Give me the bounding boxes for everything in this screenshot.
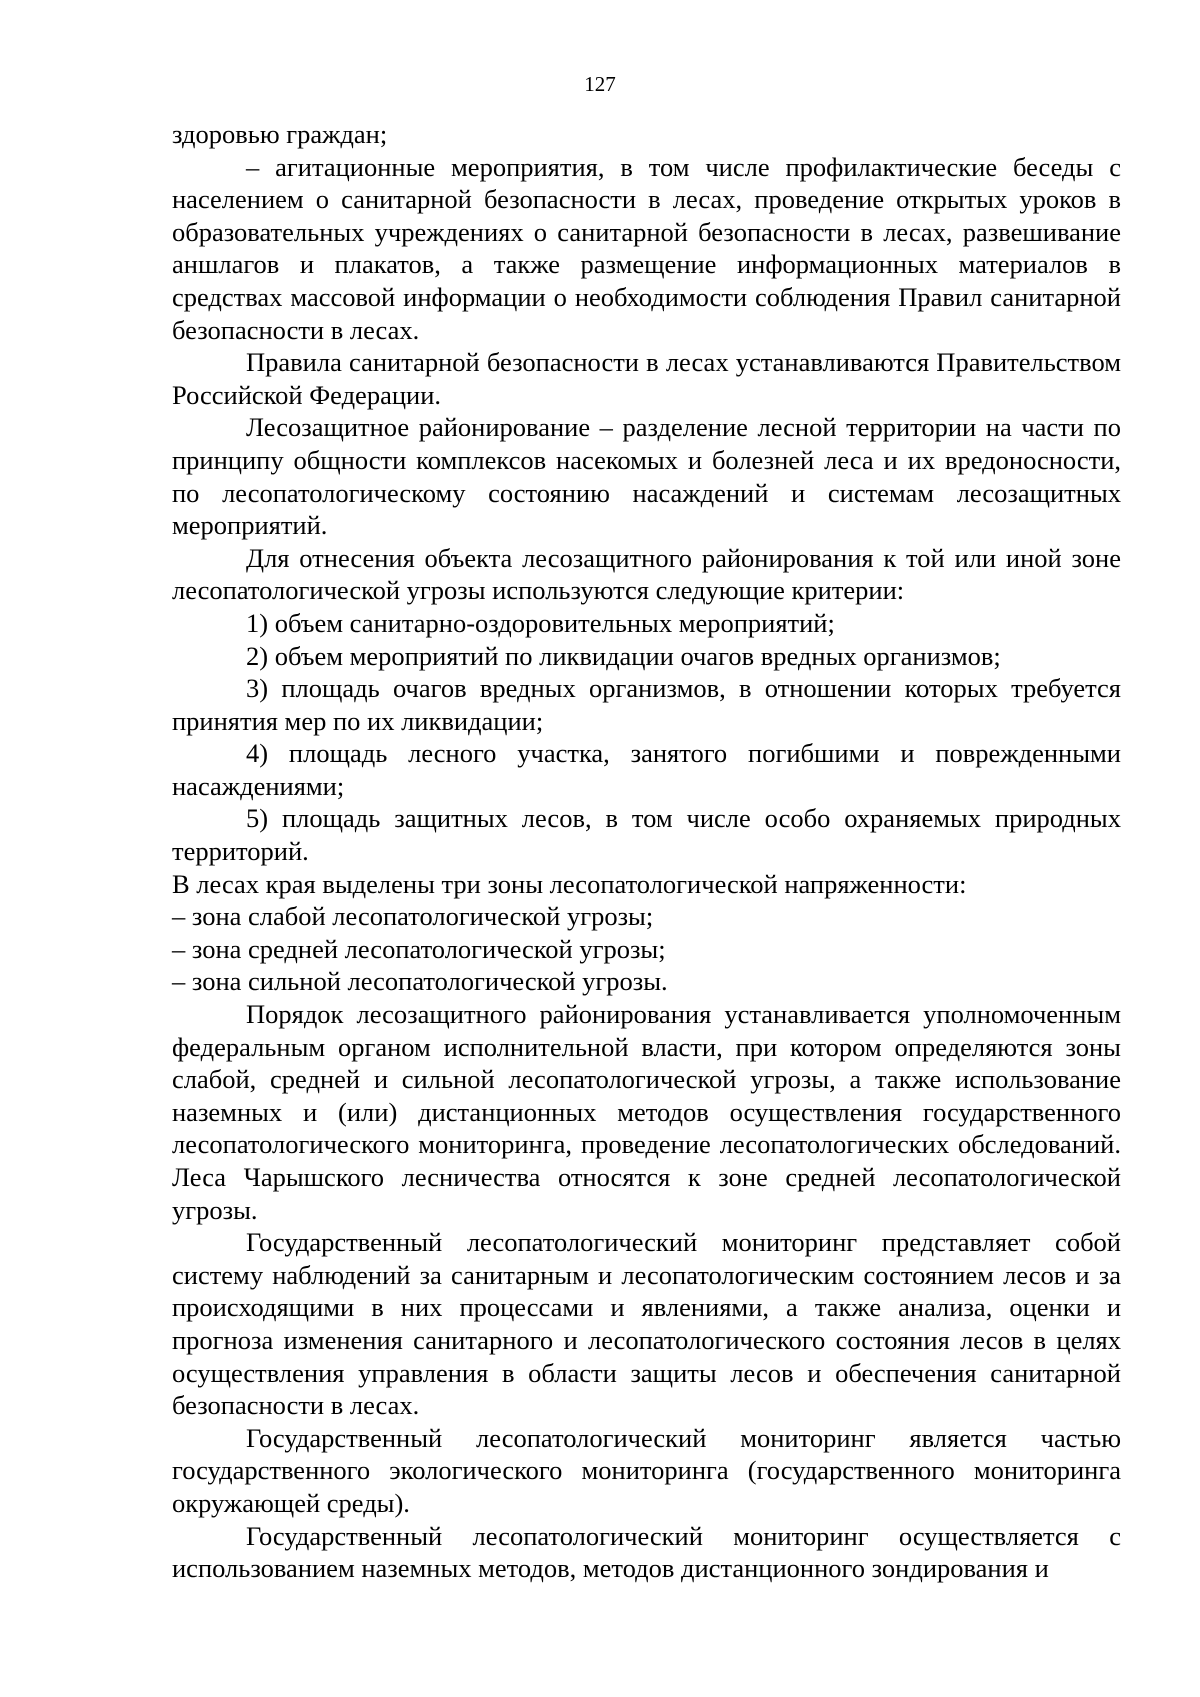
criteria-item-4: 4) площадь лесного участка, занятого погибшими и поврежденными насаждениями; xyxy=(172,738,1121,801)
paragraph-monitoring-methods: Государственный лесопатологический мониторинг осуществляется с использованием наземных методов, методов дистанционного зондирования и xyxy=(172,1520,1121,1584)
paragraph-zoning-definition: Лесозащитное районирование – разделение лесной территории на части по принципу общности комплексов насекомых и болезней леса и их вредоносности, по лесопатологическому состоянию насаждений и системам лесозащитных мероприятий. xyxy=(172,412,1121,541)
paragraph-monitoring-part: Государственный лесопатологический мониторинг является частью государственного экологического мониторинга (государственного мониторинга окружающей среды). xyxy=(172,1422,1121,1518)
criteria-item-1: 1) объем санитарно-оздоровительных мероприятий; xyxy=(246,607,835,638)
criteria-item-3: 3) площадь очагов вредных организмов, в отношении которых требуется принятия мер по их ликвидации; xyxy=(172,673,1121,736)
paragraph-monitoring-definition: Государственный лесопатологический мониторинг представляет собой систему наблюдений за санитарным и лесопатологическим состоянием лесов и за происходящими в них процессами и явлениями, а также анализа, оценки и прогноза изменения санитарного и лесопатологического состояния лесов в целях осуществления управления в области защиты лесов и обеспечения санитарной безопасности в лесах. xyxy=(172,1227,1121,1421)
criteria-item-2: 2) объем мероприятий по ликвидации очагов вредных организмов; xyxy=(246,640,1001,671)
zone-item-medium: – зона средней лесопатологической угрозы; xyxy=(172,933,666,964)
paragraph-zones-intro: В лесах края выделены три зоны лесопатологической напряженности: xyxy=(172,868,967,899)
paragraph-zoning-procedure: Порядок лесозащитного районирования устанавливается уполномоченным федеральным органом исполнительной власти, при котором определяются зоны слабой, средней и сильной лесопатологической угрозы, а также использование наземных и (или) дистанционных методов осуществления государственного лесопатологического мониторинга, проведение лесопатологических обследований. Леса Чарышского лесничества относятся к зоне средней лесопатологической угрозы. xyxy=(172,999,1121,1225)
zone-item-strong: – зона сильной лесопатологической угрозы. xyxy=(172,966,668,997)
page-number: 127 xyxy=(584,72,616,96)
criteria-item-5: 5) площадь защитных лесов, в том числе особо охраняемых природных территорий. xyxy=(172,803,1121,867)
zone-item-weak: – зона слабой лесопатологической угрозы; xyxy=(172,901,654,932)
document-body xyxy=(172,118,1121,1585)
paragraph-criteria-intro: Для отнесения объекта лесозащитного районирования к той или иной зоне лесопатологической угрозы используются следующие критерии: xyxy=(172,542,1121,606)
paragraph-continuation: здоровью граждан; xyxy=(172,119,388,149)
paragraph-sanitary-rules: Правила санитарной безопасности в лесах устанавливаются Правительством Российской Федерации. xyxy=(172,347,1121,410)
paragraph-agitation-measures: – агитационные мероприятия, в том числе профилактические беседы с населением о санитарной безопасности в лесах, проведение открытых уроков в образовательных учреждениях о санитарной безопасности в лесах, развешивание аншлагов и плакатов, а также размещение информационных материалов в средствах массовой информации о необходимости соблюдения Правил санитарной безопасности в лесах. xyxy=(172,151,1121,345)
